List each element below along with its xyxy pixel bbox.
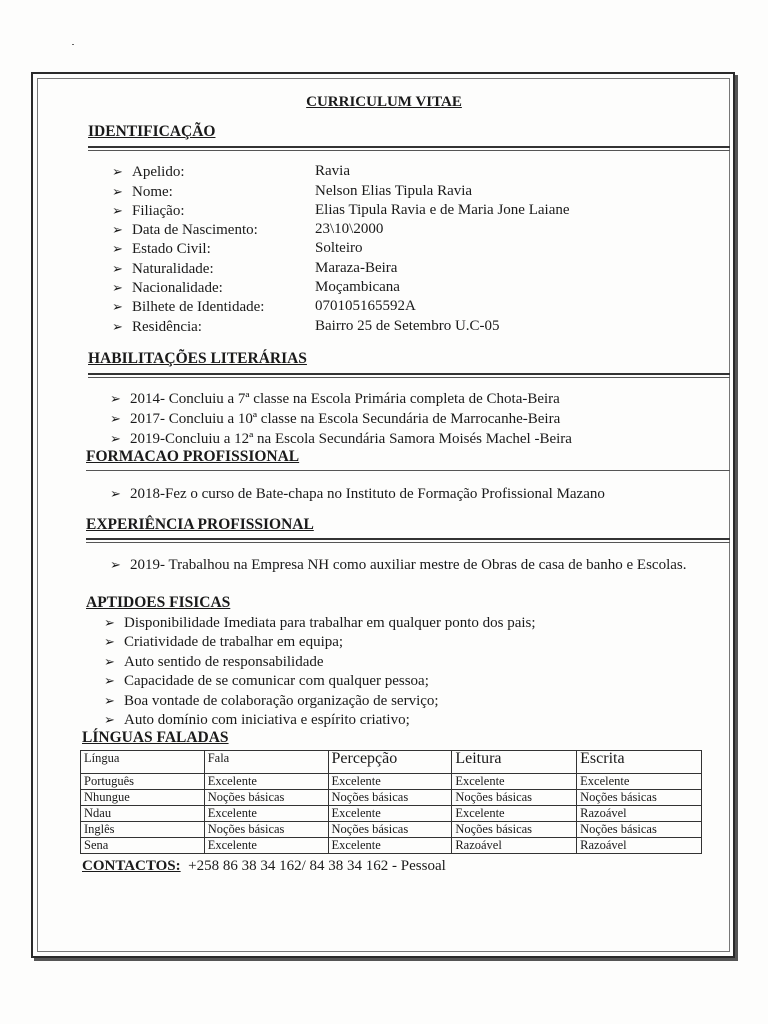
arrow-bullet-icon: ➢ [110,431,121,446]
field-label: Data de Nascimento: [132,222,258,238]
table-cell: Noções básicas [577,790,702,806]
section-heading-experience: EXPERIÊNCIA PROFISSIONAL [86,516,314,533]
section-rule [86,538,730,540]
column-header: Escrita [577,751,702,774]
table-cell: Excelente [452,774,577,790]
arrow-bullet-icon: ➢ [112,164,123,179]
section-rule [88,150,730,151]
section-rule [88,377,730,378]
arrow-bullet-icon: ➢ [112,222,123,237]
table-cell: Excelente [577,774,702,790]
arrow-bullet-icon: ➢ [112,184,123,199]
table-row [81,806,702,822]
field-value: Nelson Elias Tipula Ravia [315,183,473,199]
table-header-row [81,751,702,774]
table-cell: Razoável [577,806,702,822]
section-heading-languages: LÍNGUAS FALADAS [82,729,229,746]
field-value: Solteiro [315,240,363,256]
education-item: ➢ 2019-Concluiu a 12ª na Escola Secundária Samora Moisés Machel -Beira [110,431,572,447]
aptitude-item: ➢ Disponibilidade Imediata para trabalhar em qualquer ponto dos pais; [104,615,536,631]
section-heading-identification: IDENTIFICAÇÃO [88,123,216,140]
document-title: CURRICULUM VITAE [306,94,462,110]
column-header: Fala [204,751,328,774]
aptitude-item: ➢ Auto domínio com iniciativa e espírito criativo; [104,712,410,728]
aptitude-item: ➢ Capacidade de se comunicar com qualquer pessoa; [104,673,429,689]
training-item: ➢ 2018-Fez o curso de Bate-chapa no Instituto de Formação Profissional Mazano [110,486,605,502]
contacts-line [82,858,446,875]
table-cell: Razoável [577,838,702,854]
field-row [112,182,732,201]
field-value: Bairro 25 de Setembro U.C-05 [315,318,500,334]
arrow-bullet-icon: ➢ [104,634,115,649]
arrow-bullet-icon: ➢ [112,280,123,295]
section-rule [88,373,730,375]
field-label: Apelido: [132,164,185,180]
column-header: Leitura [452,751,577,774]
arrow-bullet-icon: ➢ [104,654,115,669]
field-value: Elias Tipula Ravia e de Maria Jone Laiane [315,202,570,218]
table-cell: Português [81,774,205,790]
table-cell: Noções básicas [452,822,577,838]
table-cell: Noções básicas [328,822,452,838]
field-row [112,317,732,336]
arrow-bullet-icon: ➢ [104,615,115,630]
arrow-bullet-icon: ➢ [112,299,123,314]
field-value: 23\10\2000 [315,221,384,237]
field-label: Estado Civil: [132,241,211,257]
table-row [81,774,702,790]
table-cell: Noções básicas [328,790,452,806]
field-value: Maraza-Beira [315,260,398,276]
aptitude-item: ➢ Auto sentido de responsabilidade [104,654,324,670]
section-rule [86,470,730,471]
section-heading-training: FORMACAO PROFISSIONAL [86,448,300,465]
table-cell: Excelente [204,806,328,822]
field-row [112,239,732,258]
education-item: ➢ 2014- Concluiu a 7ª classe na Escola Primária completa de Chota-Beira [110,391,560,407]
table-cell: Excelente [452,806,577,822]
table-cell: Noções básicas [452,790,577,806]
field-label: Filiação: [132,203,185,219]
arrow-bullet-icon: ➢ [112,261,123,276]
section-heading-aptitudes: APTIDOES FISICAS [86,594,231,611]
section-rule [88,146,730,148]
field-label: Nacionalidade: [132,280,223,296]
table-cell: Excelente [328,774,452,790]
field-label: Residência: [132,319,202,335]
table-cell: Sena [81,838,205,854]
field-value: 070105165592A [315,298,416,314]
table-cell: Nhungue [81,790,205,806]
column-header: Língua [81,751,205,774]
arrow-bullet-icon: ➢ [104,693,115,708]
arrow-bullet-icon: ➢ [112,203,123,218]
scan-speck [72,44,74,45]
table-row [81,822,702,838]
experience-item: ➢ 2019- Trabalhou na Empresa NH como auxiliar mestre de Obras de casa de banho e Escolas. [110,557,687,573]
arrow-bullet-icon: ➢ [110,557,121,572]
table-cell: Excelente [328,806,452,822]
languages-table [80,750,702,854]
contacts-label: CONTACTOS: [82,858,181,874]
arrow-bullet-icon: ➢ [110,411,121,426]
table-cell: Ndau [81,806,205,822]
arrow-bullet-icon: ➢ [112,241,123,256]
table-cell: Noções básicas [577,822,702,838]
field-row [112,278,732,297]
column-header: Percepção [328,751,452,774]
arrow-bullet-icon: ➢ [112,319,123,334]
table-row [81,838,702,854]
arrow-bullet-icon: ➢ [110,486,121,501]
arrow-bullet-icon: ➢ [104,673,115,688]
field-value: Moçambicana [315,279,400,295]
table-cell: Noções básicas [204,790,328,806]
table-cell: Inglês [81,822,205,838]
table-cell: Excelente [204,774,328,790]
contacts-value: +258 86 38 34 162/ 84 38 34 162 - Pessoal [188,858,446,874]
field-row [112,201,732,220]
table-cell: Excelente [328,838,452,854]
table-cell: Razoável [452,838,577,854]
field-row [112,259,732,278]
field-value: Ravia [315,163,350,179]
field-label: Naturalidade: [132,261,214,277]
field-row [112,297,732,316]
aptitude-item: ➢ Criatividade de trabalhar em equipa; [104,634,344,650]
arrow-bullet-icon: ➢ [110,391,121,406]
section-heading-education: HABILITAÇÕES LITERÁRIAS [88,350,307,367]
table-cell: Noções básicas [204,822,328,838]
section-rule [86,542,730,543]
arrow-bullet-icon: ➢ [104,712,115,727]
field-row [112,162,732,181]
table-cell: Excelente [204,838,328,854]
aptitude-item: ➢ Boa vontade de colaboração organização de serviço; [104,693,439,709]
field-row [112,220,732,239]
table-row [81,790,702,806]
field-label: Bilhete de Identidade: [132,299,265,315]
education-item: ➢ 2017- Concluiu a 10ª classe na Escola Secundária de Marrocanhe-Beira [110,411,561,427]
field-label: Nome: [132,184,173,200]
